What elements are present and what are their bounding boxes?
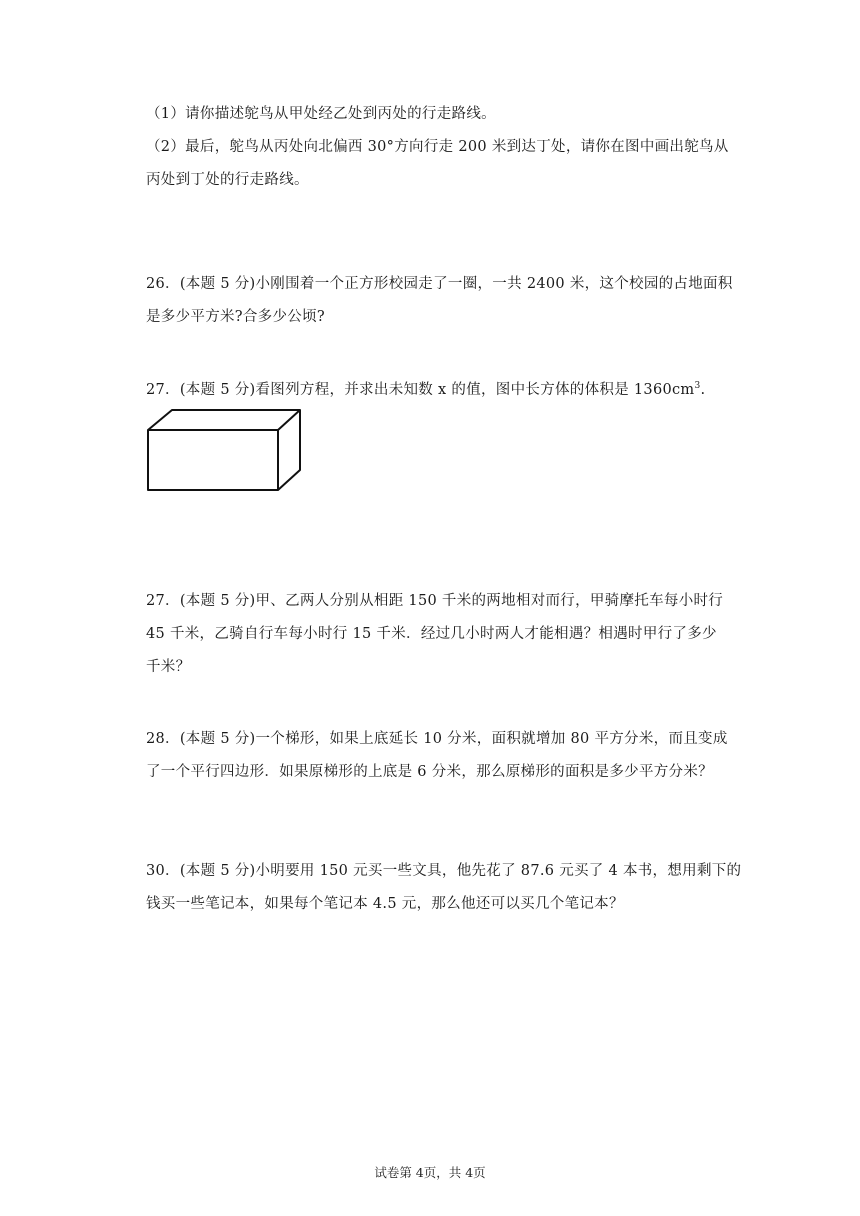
- question-26: [146, 268, 733, 334]
- cuboid-top-face: [148, 410, 300, 430]
- question-28-line-2: 了一个平行四边形．如果原梯形的上底是 6 分米，那么原梯形的面积是多少平方分米？: [146, 764, 713, 780]
- question-27-cuboid-line-1: 27．(本题 5 分)看图列方程，并求出未知数 x 的值，图中长方体的体积是 $1360cm^3$.: [146, 381, 706, 398]
- question-25-parts: [146, 98, 729, 197]
- question-30-line-2: 钱买一些笔记本，如果每个笔记本 4.5 元，那么他还可以买几个笔记本？: [146, 896, 624, 912]
- cuboid-figure: [140, 402, 350, 512]
- question-30: [146, 855, 742, 921]
- question-25-part-1: （1）请你描述鸵鸟从甲处经乙处到丙处的行走路线。: [146, 106, 496, 122]
- question-25-part-2-line-1: （2）最后，鸵鸟从丙处向北偏西 30°方向行走 200 米到达丁处，请你在图中画出鸵鸟从: [146, 139, 729, 155]
- question-27-meeting: [146, 585, 726, 684]
- cuboid-side-face: [278, 410, 300, 490]
- cuboid-front-face: [148, 430, 278, 490]
- question-26-line-1: 26．(本题 5 分)小刚围着一个正方形校园走了一圈，一共 2400 米，这个校园的占地面积: [146, 276, 733, 292]
- question-27-meeting-line-1: 27．(本题 5 分)甲、乙两人分别从相距 150 千米的两地相对而行，甲骑摩托车每小时行: [146, 593, 724, 609]
- question-28: [146, 723, 726, 789]
- question-27-meeting-line-3: 千米？: [146, 659, 191, 675]
- question-25-part-2-line-2: 丙处到丁处的行走路线。: [146, 172, 309, 188]
- question-30-line-1: 30．(本题 5 分)小明要用 150 元买一些文具，他先花了 87.6 元买了 4 本书，想用剩下的: [146, 863, 742, 879]
- question-28-line-1: 28．(本题 5 分)一个梯形，如果上底延长 10 分米，面积就增加 80 平方分米，而且变成: [146, 731, 728, 747]
- question-26-line-2: 是多少平方米?合多少公顷?: [146, 309, 325, 325]
- page-footer: 试卷第 4页，共 4页: [374, 1165, 486, 1180]
- question-27-meeting-line-2: 45 千米，乙骑自行车每小时行 15 千米．经过几小时两人才能相遇？相遇时甲行了多少: [146, 626, 717, 642]
